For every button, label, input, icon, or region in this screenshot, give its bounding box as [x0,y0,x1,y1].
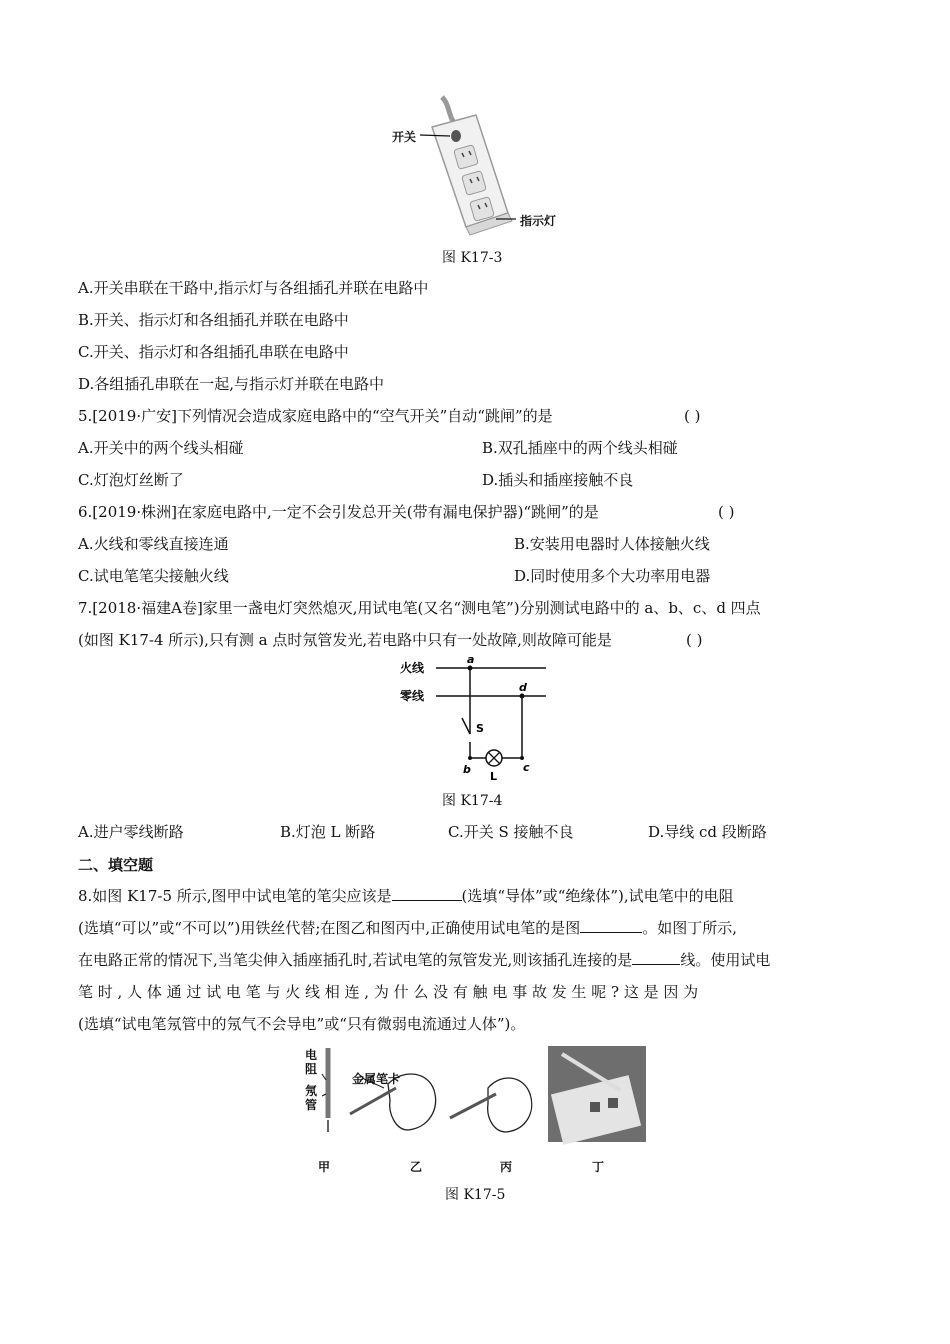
q6-option-a: A.火线和零线直接连通 [78,535,229,553]
q5-option-c: C.灯泡灯丝断了 [78,471,184,489]
q6-option-b: B.安装用电器时人体接触火线 [514,535,710,553]
q5-option-b: B.双孔插座中的两个线头相碰 [482,439,678,457]
q6-stem: 6.[2019·株洲]在家庭电路中,一定不会引发总开关(带有漏电保护器)“跳闸”的是 [78,503,599,521]
q8-line-2: (选填“可以”或“不可以”)用铁丝代替;在图乙和图丙中,正确使用试电笔的是图 。如图丁所示, [78,919,737,937]
test-pen-illustrations [300,1044,650,1174]
q6-option-d: D.同时使用多个大功率用电器 [514,567,711,585]
figure-caption: 图 K17-5 [445,1187,506,1203]
label-lamp-l: L [490,770,498,783]
label-indicator: 指示灯 [520,214,557,228]
q4-option-d: D.各组插孔串联在一起,与指示灯并联在电路中 [78,375,385,393]
q8-line-1: 8.如图 K17-5 所示,图甲中试电笔的笔尖应该是 (选填“导体”或“绝缘体”),试电笔中的电阻 [78,887,734,905]
q5-stem: 5.[2019·广安]下列情况会造成家庭电路中的“空气开关”自动“跳闸”的是 [78,407,553,425]
section-title: 二、填空题 [78,856,154,874]
figure-caption: 图 K17-3 [442,250,503,266]
q5-option-d: D.插头和插座接触不良 [482,471,634,489]
q8-line-3: 在电路正常的情况下,当笔尖伸入插座插孔时,若试电笔的氖管发光,则该插孔连接的是 线。使用试电 [78,951,771,969]
q7-option-a: A.进户零线断路 [78,823,184,841]
sub-label-ding: 丁 [592,1160,605,1174]
sub-label-bing: 丙 [500,1160,513,1174]
label-neutral-wire: 零线 [400,689,425,703]
q7-line-2: (如图 K17-4 所示),只有测 a 点时氖管发光,若电路中只有一处故障,则故障可能是 [78,631,612,649]
q6-option-c: C.试电笔笔尖接触火线 [78,567,229,585]
figure-k17-5 [300,1044,650,1174]
point-c: c [523,761,530,774]
answer-paren: ( ) [718,503,735,521]
q7-option-c: C.开关 S 接触不良 [448,823,574,841]
sub-label-yi: 乙 [410,1160,423,1174]
point-a: a [467,653,475,666]
answer-paren: ( ) [686,631,703,649]
figure-k17-4 [400,652,560,784]
point-d: d [519,681,527,694]
figure-caption: 图 K17-4 [442,793,503,809]
answer-paren: ( ) [684,407,701,425]
label-metal-clip: 金属笔卡 [352,1072,401,1086]
label-switch-s: S [476,722,484,735]
answer-blank[interactable] [392,886,462,901]
label-resistor: 电阻 [305,1048,318,1076]
label-neon-tube: 氖管 [305,1084,318,1112]
sub-label-jia: 甲 [318,1160,331,1174]
q4-option-b: B.开关、指示灯和各组插孔并联在电路中 [78,311,349,329]
circuit-diagram [400,652,560,784]
q4-option-a: A.开关串联在干路中,指示灯与各组插孔并联在电路中 [78,279,429,297]
answer-blank[interactable] [632,950,680,965]
q8-line-4: 笔 时 , 人 体 通 过 试 电 笔 与 火 线 相 连 , 为 什 么 没 有 触 电 事 故 发 生 呢 ? 这 是 因 为 [78,983,699,1001]
answer-blank[interactable] [580,918,642,933]
label-switch: 开关 [392,130,417,144]
point-b: b [463,763,471,776]
q7-option-d: D.导线 cd 段断路 [648,823,767,841]
q7-line-1: 7.[2018·福建A卷]家里一盏电灯突然熄灭,用试电笔(又名“测电笔”)分别测试电路中的 a、b、c、d 四点 [78,599,761,617]
q4-option-c: C.开关、指示灯和各组插孔串联在电路中 [78,343,349,361]
q5-option-a: A.开关中的两个线头相碰 [78,439,244,457]
label-live-wire: 火线 [400,661,425,675]
q7-option-b: B.灯泡 L 断路 [280,823,376,841]
q8-line-5: (选填“试电笔氖管中的氖气不会导电”或“只有微弱电流通过人体”)。 [78,1015,526,1033]
